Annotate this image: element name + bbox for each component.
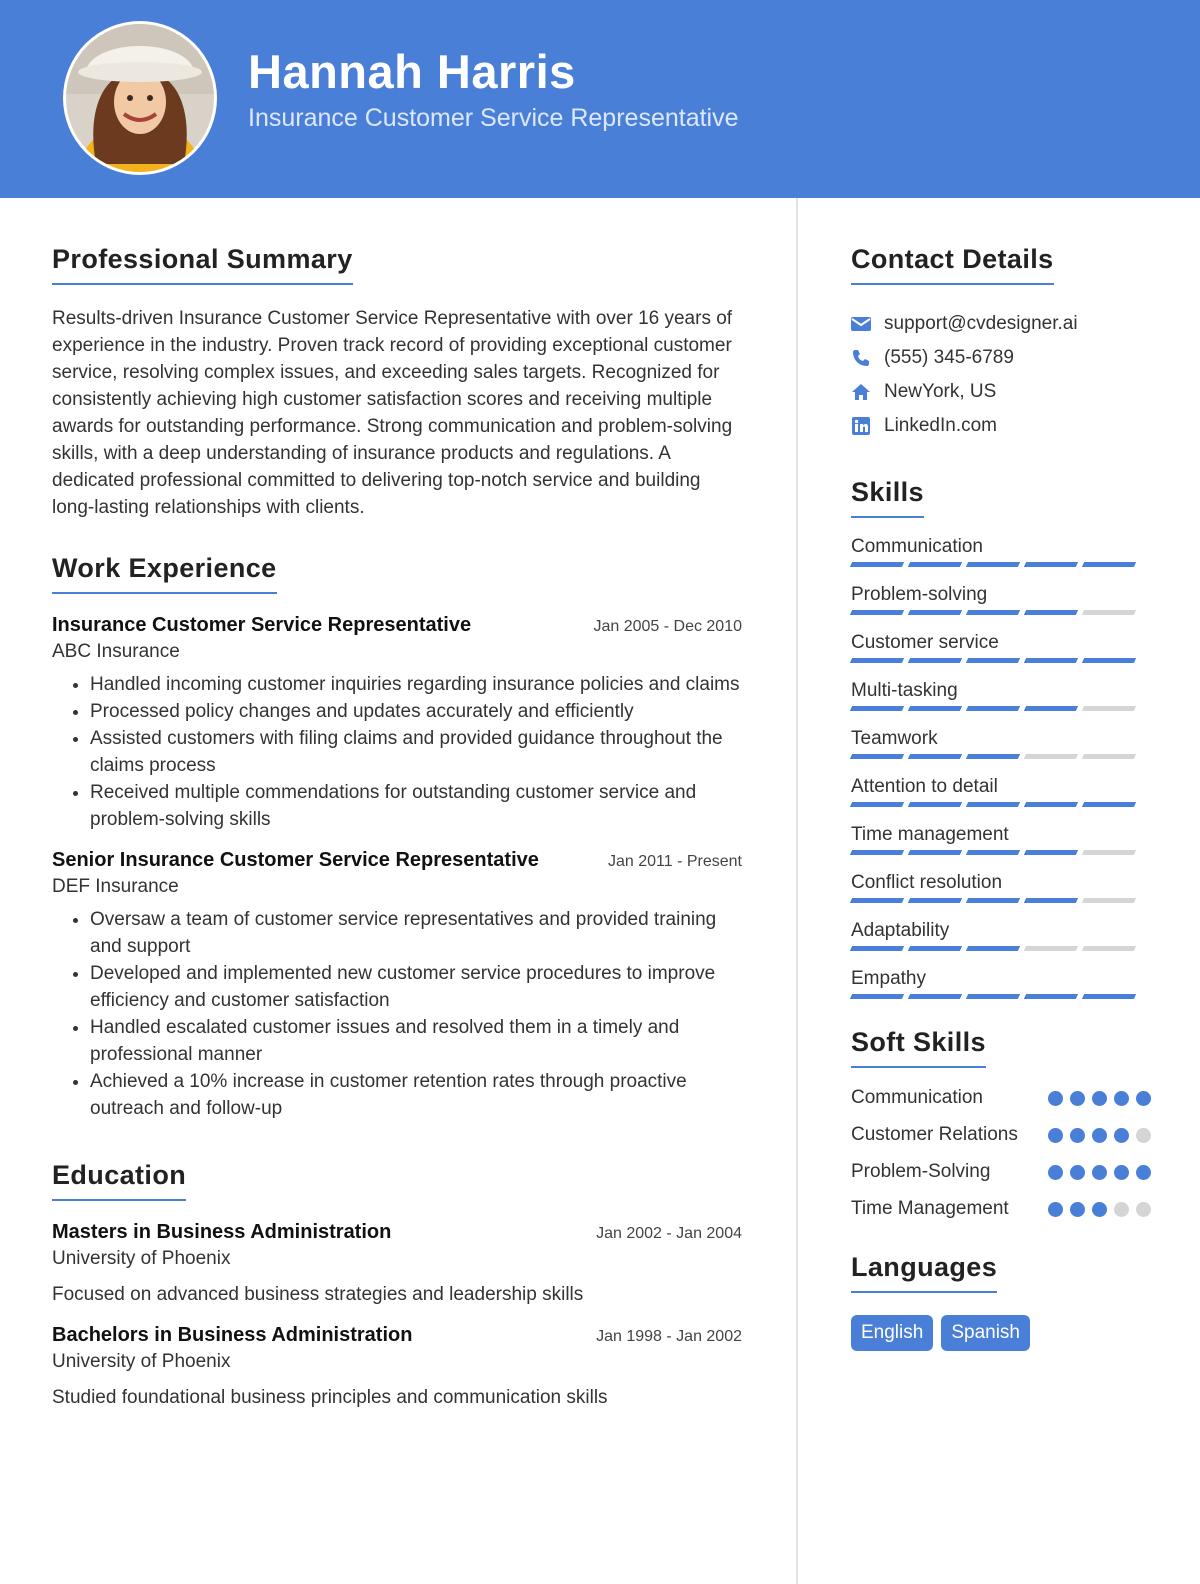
skill-level-segment xyxy=(1082,802,1136,807)
job-title: Senior Insurance Customer Service Representative xyxy=(52,849,539,871)
linkedin-text: LinkedIn.com xyxy=(884,415,998,436)
skill-level-segment xyxy=(1024,658,1078,663)
rating-dot xyxy=(1048,1165,1063,1180)
education-description: Studied foundational business principles and communication skills xyxy=(52,1387,608,1408)
soft-skill-rating xyxy=(1048,1165,1151,1180)
skill-level-bar xyxy=(851,658,1151,663)
skill-level-segment xyxy=(1082,946,1136,951)
rating-dot xyxy=(1136,1128,1151,1143)
envelope-icon xyxy=(851,314,871,334)
section-heading: Professional Summary xyxy=(52,244,353,285)
home-icon xyxy=(851,382,871,402)
school-name: University of Phoenix xyxy=(52,1351,231,1372)
skill-level-segment xyxy=(966,706,1020,711)
skill-level-segment xyxy=(1024,898,1078,903)
skill-level-segment xyxy=(1024,850,1078,855)
skill-level-segment xyxy=(850,562,904,567)
rating-dot xyxy=(1070,1202,1085,1217)
job-dates: Jan 2005 - Dec 2010 xyxy=(593,618,742,635)
skill-level-segment xyxy=(850,754,904,759)
soft-skills-section xyxy=(851,1027,1151,1222)
skill-level-segment xyxy=(966,610,1020,615)
skills-list xyxy=(851,532,1151,999)
section-heading: Languages xyxy=(851,1252,997,1293)
professional-summary-section xyxy=(52,244,752,521)
job-company: DEF Insurance xyxy=(52,876,179,897)
skill-level-segment xyxy=(850,706,904,711)
contact-linkedin[interactable] xyxy=(851,409,1151,443)
education-entry xyxy=(52,1221,752,1306)
rating-dot xyxy=(1136,1165,1151,1180)
list-item: • Developed and implemented new customer service procedures to improve efficiency and customer satisfaction xyxy=(90,960,750,1014)
skill-level-segment xyxy=(850,610,904,615)
skill-level-segment xyxy=(908,610,962,615)
profile-photo xyxy=(66,24,214,172)
skill-level-segment xyxy=(908,994,962,999)
location-text: NewYork, US xyxy=(884,381,997,402)
sidebar-column xyxy=(851,244,1151,1351)
section-heading: Skills xyxy=(851,477,924,518)
skill-name: Customer service xyxy=(851,632,999,653)
school-name: University of Phoenix xyxy=(52,1248,231,1269)
skill-level-segment xyxy=(966,658,1020,663)
skill-level-segment xyxy=(1082,754,1136,759)
phone-icon xyxy=(851,348,871,368)
work-experience-section xyxy=(52,553,752,1122)
skill-item xyxy=(851,772,1151,807)
rating-dot xyxy=(1114,1091,1129,1106)
soft-skill-rating xyxy=(1048,1091,1151,1106)
soft-skill-rating xyxy=(1048,1202,1151,1217)
list-item: • Assisted customers with filing claims and provided guidance throughout the claims process xyxy=(90,725,750,779)
soft-skill-name: Customer Relations xyxy=(851,1124,1018,1145)
skill-level-segment xyxy=(966,802,1020,807)
skill-level-segment xyxy=(1024,754,1078,759)
skill-name: Adaptability xyxy=(851,920,950,941)
section-heading: Work Experience xyxy=(52,553,277,594)
skill-level-segment xyxy=(966,994,1020,999)
skill-level-segment xyxy=(850,658,904,663)
soft-skill-item xyxy=(851,1121,1151,1148)
job-entry xyxy=(52,614,752,833)
skill-level-segment xyxy=(1082,658,1136,663)
phone-text: (555) 345-6789 xyxy=(884,347,1014,368)
skill-level-segment xyxy=(1024,946,1078,951)
skill-name: Conflict resolution xyxy=(851,872,1003,893)
skill-level-bar xyxy=(851,946,1151,951)
skill-name: Communication xyxy=(851,536,983,557)
list-item: • Oversaw a team of customer service representatives and provided training and support xyxy=(90,906,750,960)
section-heading: Education xyxy=(52,1160,186,1201)
candidate-title: Insurance Customer Service Representative xyxy=(248,104,739,132)
soft-skills-list xyxy=(851,1084,1151,1222)
rating-dot xyxy=(1114,1202,1129,1217)
rating-dot xyxy=(1048,1091,1063,1106)
skill-name: Multi-tasking xyxy=(851,680,958,701)
skill-level-segment xyxy=(850,802,904,807)
skill-level-segment xyxy=(908,658,962,663)
soft-skill-item xyxy=(851,1084,1151,1111)
skill-level-segment xyxy=(1082,610,1136,615)
skill-name: Attention to detail xyxy=(851,776,998,797)
candidate-name: Hannah Harris xyxy=(248,45,576,98)
rating-dot xyxy=(1070,1165,1085,1180)
skill-level-bar xyxy=(851,610,1151,615)
skill-name: Time management xyxy=(851,824,1009,845)
skill-level-segment xyxy=(966,850,1020,855)
languages-list xyxy=(851,1315,1151,1351)
rating-dot xyxy=(1092,1165,1107,1180)
education-dates: Jan 1998 - Jan 2002 xyxy=(596,1328,742,1345)
skills-section xyxy=(851,477,1151,999)
skill-level-segment xyxy=(908,706,962,711)
soft-skill-rating xyxy=(1048,1128,1151,1143)
skill-level-segment xyxy=(1024,562,1078,567)
skill-level-bar xyxy=(851,706,1151,711)
language-tag: Spanish xyxy=(941,1315,1030,1351)
skill-level-segment xyxy=(908,850,962,855)
section-heading: Soft Skills xyxy=(851,1027,986,1068)
skill-level-segment xyxy=(966,754,1020,759)
skill-level-segment xyxy=(850,994,904,999)
rating-dot xyxy=(1136,1091,1151,1106)
list-item: • Handled escalated customer issues and resolved them in a timely and professional manner xyxy=(90,1014,750,1068)
skill-item xyxy=(851,628,1151,663)
contact-email[interactable] xyxy=(851,307,1151,341)
job-entry xyxy=(52,849,752,1122)
summary-text: Results-driven Insurance Customer Service Representative with over 16 years of experience in the industry. Proven track record of providing exceptional customer service, resolving complex issues, and exceeding sales targets. Recognized for consistently achieving high customer satisfaction scores and receiving multiple awards for outstanding performance. Strong communication and problem-solving skills, with a deep understanding of insurance products and regulations. A dedicated professional committed to delivering top-notch service and building long-lasting relationships with clients. xyxy=(52,308,733,518)
skill-item xyxy=(851,724,1151,759)
skill-item xyxy=(851,868,1151,903)
list-item: • Processed policy changes and updates accurately and efficiently xyxy=(90,698,750,725)
skill-level-segment xyxy=(908,946,962,951)
main-column xyxy=(52,244,752,1427)
skill-level-segment xyxy=(1082,994,1136,999)
degree-title: Bachelors in Business Administration xyxy=(52,1324,413,1346)
skill-item xyxy=(851,676,1151,711)
skill-level-bar xyxy=(851,754,1151,759)
rating-dot xyxy=(1114,1165,1129,1180)
skill-level-bar xyxy=(851,562,1151,567)
skill-item xyxy=(851,820,1151,855)
education-section xyxy=(52,1160,752,1409)
skill-level-segment xyxy=(966,562,1020,567)
skill-level-segment xyxy=(908,898,962,903)
soft-skill-item xyxy=(851,1195,1151,1222)
rating-dot xyxy=(1070,1128,1085,1143)
skill-level-segment xyxy=(850,946,904,951)
skill-level-segment xyxy=(1082,562,1136,567)
column-divider xyxy=(796,198,798,1584)
skill-level-segment xyxy=(1082,898,1136,903)
skill-name: Teamwork xyxy=(851,728,938,749)
skill-level-segment xyxy=(1024,610,1078,615)
education-description: Focused on advanced business strategies and leadership skills xyxy=(52,1284,584,1305)
job-dates: Jan 2011 - Present xyxy=(607,853,742,870)
skill-item xyxy=(851,964,1151,999)
skill-level-segment xyxy=(850,850,904,855)
skill-level-bar xyxy=(851,802,1151,807)
skill-level-segment xyxy=(1082,850,1136,855)
skill-level-segment xyxy=(966,898,1020,903)
degree-title: Masters in Business Administration xyxy=(52,1221,392,1243)
skill-level-segment xyxy=(1082,706,1136,711)
rating-dot xyxy=(1092,1128,1107,1143)
skill-name: Problem-solving xyxy=(851,584,988,605)
profile-photo-illustration xyxy=(66,24,214,172)
skill-level-segment xyxy=(908,562,962,567)
languages-section xyxy=(851,1252,1151,1351)
skill-level-segment xyxy=(1024,706,1078,711)
soft-skill-name: Problem-Solving xyxy=(851,1161,991,1182)
rating-dot xyxy=(1048,1202,1063,1217)
skill-name: Empathy xyxy=(851,968,926,989)
list-item: • Achieved a 10% increase in customer retention rates through proactive outreach and follow-up xyxy=(90,1068,750,1122)
skill-item xyxy=(851,580,1151,615)
contact-phone[interactable] xyxy=(851,341,1151,375)
resume-header xyxy=(0,0,1200,198)
job-bullets xyxy=(52,671,750,833)
skill-level-segment xyxy=(966,946,1020,951)
skill-level-segment xyxy=(1024,802,1078,807)
education-dates: Jan 2002 - Jan 2004 xyxy=(596,1225,742,1242)
rating-dot xyxy=(1048,1128,1063,1143)
skill-level-bar xyxy=(851,898,1151,903)
skill-item xyxy=(851,916,1151,951)
rating-dot xyxy=(1136,1202,1151,1217)
skill-level-segment xyxy=(908,754,962,759)
soft-skill-name: Communication xyxy=(851,1087,983,1108)
job-title: Insurance Customer Service Representative xyxy=(52,614,472,636)
list-item: • Received multiple commendations for outstanding customer service and problem-solving skills xyxy=(90,779,750,833)
skill-level-segment xyxy=(908,802,962,807)
list-item: • Handled incoming customer inquiries regarding insurance policies and claims xyxy=(90,671,750,698)
soft-skill-name: Time Management xyxy=(851,1198,1009,1219)
email-text: support@cvdesigner.ai xyxy=(884,313,1078,334)
section-heading: Contact Details xyxy=(851,244,1054,285)
education-entry xyxy=(52,1324,752,1409)
linkedin-icon xyxy=(851,416,871,436)
contact-section xyxy=(851,244,1151,443)
language-tag: English xyxy=(851,1315,933,1351)
rating-dot xyxy=(1092,1091,1107,1106)
skill-level-bar xyxy=(851,994,1151,999)
job-bullets xyxy=(52,906,750,1122)
rating-dot xyxy=(1114,1128,1129,1143)
skill-level-segment xyxy=(1024,994,1078,999)
soft-skill-item xyxy=(851,1158,1151,1185)
contact-location xyxy=(851,375,1151,409)
skill-level-segment xyxy=(850,898,904,903)
skill-level-bar xyxy=(851,850,1151,855)
job-company: ABC Insurance xyxy=(52,641,180,662)
skill-item xyxy=(851,532,1151,567)
rating-dot xyxy=(1070,1091,1085,1106)
rating-dot xyxy=(1092,1202,1107,1217)
